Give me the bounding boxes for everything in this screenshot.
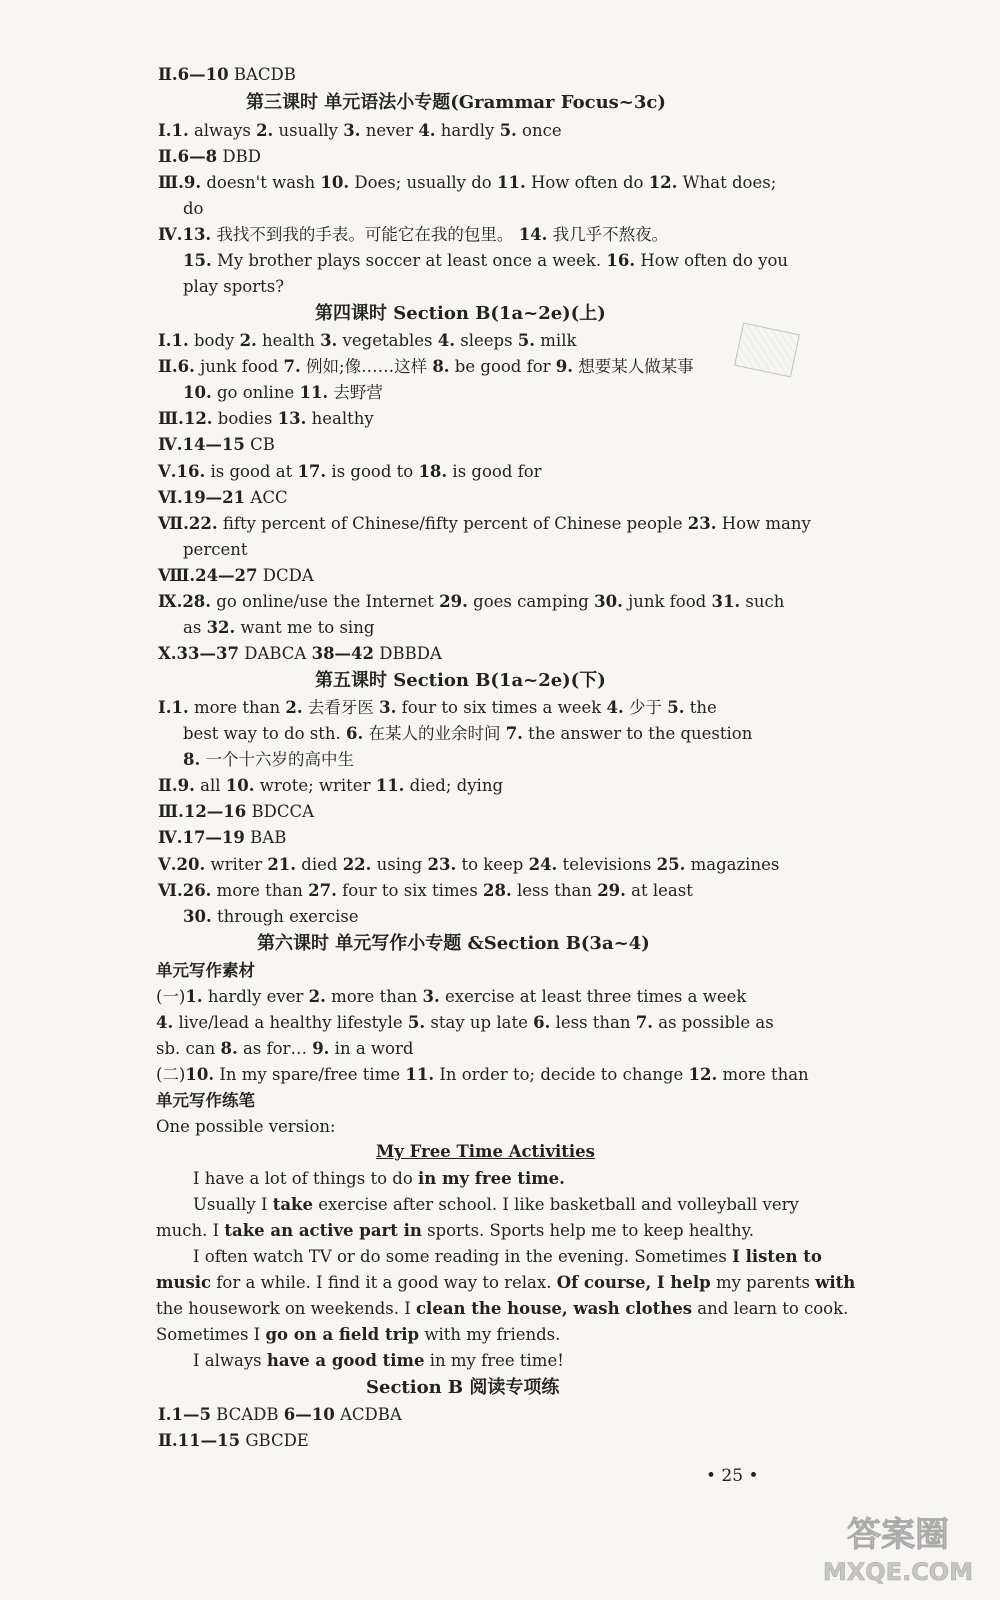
answer-line: [156, 1272, 855, 1294]
answer-number: 8.: [183, 750, 201, 769]
answer-number: Ⅹ.: [158, 644, 177, 663]
answer-number: 3.: [343, 121, 361, 140]
answer-number: 7.: [283, 357, 301, 376]
answer-text: always: [188, 121, 257, 140]
answer-text: magazines: [685, 855, 780, 874]
answer-text: health: [256, 331, 321, 350]
answer-line: [156, 1012, 774, 1034]
answer-text: best way to do sth.: [183, 724, 346, 743]
answer-text: in my free time!: [424, 1351, 564, 1370]
answer-number: 10.: [183, 383, 212, 402]
answer-text: be good for: [449, 357, 556, 376]
answer-number: 20.: [176, 855, 206, 874]
answer-number: I listen to: [732, 1247, 822, 1266]
answer-number: 16.: [176, 462, 206, 481]
answer-text: healthy: [306, 409, 374, 428]
answer-number: 11.: [405, 1065, 435, 1084]
answer-text: 少于: [623, 698, 668, 717]
answer-number: 15.: [183, 251, 212, 270]
answer-line: [158, 697, 717, 719]
answer-number: 12—16: [183, 802, 247, 821]
answer-number: Ⅴ.: [158, 462, 177, 481]
answer-number: 28.: [483, 881, 512, 900]
answer-number: 5.: [407, 1013, 426, 1032]
answer-text: I have a lot of things to do: [193, 1169, 418, 1188]
answer-line: [158, 146, 261, 168]
answer-number: 4.: [418, 121, 436, 140]
answer-number: 2.: [285, 698, 303, 717]
answer-line: [193, 1350, 564, 1372]
answer-line: [158, 565, 314, 587]
answer-text: hardly ever: [202, 987, 309, 1006]
answer-line: [183, 276, 284, 298]
answer-number: music: [156, 1273, 212, 1292]
answer-number: 13.: [277, 409, 307, 428]
answer-text: the answer to the question: [522, 724, 753, 743]
answer-text: more than: [717, 1065, 809, 1084]
answer-text: more than: [325, 987, 423, 1006]
answer-number: in my free time.: [418, 1169, 565, 1188]
answer-number: 16.: [606, 251, 636, 270]
answer-number: 23.: [687, 514, 717, 533]
answer-number: 29.: [597, 881, 626, 900]
answer-number: 1.: [185, 987, 203, 1006]
lesson-heading: 第六课时 单元写作小专题 &Section B(3a~4): [257, 933, 650, 954]
answer-number: 11.: [299, 383, 329, 402]
answer-text: once: [516, 121, 562, 140]
answer-text: In my spare/free time: [214, 1065, 406, 1084]
answer-line: [158, 1404, 402, 1426]
answer-text: 我找不到我的手表。可能它在我的包里。: [211, 225, 519, 244]
answer-number: 29.: [439, 592, 468, 611]
answer-text: 想要某人做某事: [573, 357, 694, 376]
answer-line: [183, 749, 354, 771]
answer-number: 8.: [432, 357, 450, 376]
answer-text: writer: [205, 855, 268, 874]
answer-text: BAB: [244, 828, 287, 847]
answer-text: go online/use the Internet: [211, 592, 440, 611]
answer-line: [158, 120, 562, 142]
page-number: • 25 •: [706, 1466, 759, 1486]
answer-text: and learn to cook.: [692, 1299, 849, 1318]
answer-number: 10.: [320, 173, 350, 192]
answer-text: with my friends.: [419, 1325, 561, 1344]
answer-number: 32.: [206, 618, 236, 637]
answer-text: 我几乎不熬夜。: [547, 225, 669, 244]
answer-line: [158, 224, 668, 246]
answer-number: Ⅴ.: [158, 855, 177, 874]
answer-number: Ⅳ.: [158, 435, 183, 454]
answer-line: [158, 434, 275, 456]
answer-number: 3.: [379, 698, 397, 717]
answer-number: Ⅰ.: [158, 331, 172, 350]
answer-text: is good for: [447, 462, 542, 481]
answer-text: vegetables: [337, 331, 438, 350]
answer-number: 6.: [177, 357, 195, 376]
answer-number: 12.: [648, 173, 678, 192]
answer-text: One possible version:: [156, 1117, 336, 1136]
answer-text: My brother plays soccer at least once a week.: [211, 251, 607, 270]
answer-line: [156, 986, 746, 1008]
answer-text: bodies: [212, 409, 278, 428]
answer-text: 在某人的业余时间: [363, 724, 506, 743]
answer-text: goes camping: [467, 592, 595, 611]
answer-text: 例如;像……这样: [300, 357, 433, 376]
answer-line: [193, 1194, 799, 1216]
answer-number: 6—8: [177, 147, 218, 166]
answer-number: 8.: [220, 1039, 238, 1058]
answer-text: milk: [535, 331, 577, 350]
answer-line: [158, 854, 779, 876]
answer-text: I always: [193, 1351, 267, 1370]
answer-number: 18.: [418, 462, 448, 481]
answer-line: [183, 906, 359, 928]
answer-number: 2.: [308, 987, 326, 1006]
answer-number: 9.: [177, 776, 195, 795]
answer-number: 4.: [156, 1013, 174, 1032]
answer-text: want me to sing: [235, 618, 375, 637]
answer-number: Ⅱ.: [158, 1431, 178, 1450]
answer-text: through exercise: [211, 907, 359, 926]
answer-line: [158, 356, 694, 378]
answer-number: 6.: [533, 1013, 551, 1032]
answer-number: 12.: [688, 1065, 718, 1084]
answer-text: Sometimes I: [156, 1325, 266, 1344]
answer-text: fifty percent of Chinese/fifty percent of Chinese people: [217, 514, 688, 533]
answer-number: 7.: [505, 724, 523, 743]
answer-text: 去野营: [328, 383, 383, 402]
answer-text: GBCDE: [240, 1431, 309, 1450]
answer-number: Ⅵ.: [158, 488, 183, 507]
answer-line: [158, 643, 442, 665]
answer-text: CB: [244, 435, 275, 454]
answer-text: died: [296, 855, 343, 874]
answer-text: using: [371, 855, 428, 874]
answer-line: [158, 775, 503, 797]
answer-number: 27.: [308, 881, 337, 900]
answer-line: [183, 617, 374, 639]
answer-text: exercise after school. I like basketball and volleyball very: [312, 1195, 799, 1214]
answer-number: Ⅱ.: [158, 147, 178, 166]
answer-number: 9.: [555, 357, 574, 376]
answer-number: Ⅸ.: [158, 592, 183, 611]
answer-text: DABCA: [238, 644, 312, 663]
answer-number: 25.: [656, 855, 686, 874]
answer-text: at least: [625, 881, 693, 900]
answer-line: [158, 880, 693, 902]
watermark-logo: [808, 1510, 988, 1590]
lesson-heading: 第三课时 单元语法小专题(Grammar Focus~3c): [246, 92, 666, 113]
answer-number: 1—5: [171, 1405, 211, 1424]
answer-number: 10.: [225, 776, 255, 795]
answer-number: 6.: [345, 724, 364, 743]
answer-line: [183, 723, 752, 745]
answer-text: How often do: [525, 173, 649, 192]
answer-number: 21.: [267, 855, 297, 874]
answer-text: as: [183, 618, 207, 637]
answer-number: 13.: [182, 225, 212, 244]
answer-line: [158, 408, 374, 430]
lesson-heading: Section B 阅读专项练: [366, 1377, 560, 1398]
answer-number: 4.: [437, 331, 455, 350]
section-subheading: 单元写作素材: [156, 961, 255, 980]
answer-text: BDCCA: [246, 802, 315, 821]
answer-text: junk food: [622, 592, 712, 611]
answer-text: as for…: [237, 1039, 313, 1058]
answer-line: [158, 591, 784, 613]
answer-text: all: [194, 776, 226, 795]
answer-text: junk food: [194, 357, 284, 376]
answer-line: [183, 539, 247, 561]
watermark-cn-text: 答案圈: [847, 1515, 949, 1555]
answer-number: Ⅵ.: [158, 881, 183, 900]
answer-line: [158, 487, 288, 509]
answer-text: the: [684, 698, 717, 717]
answer-number: Ⅲ.: [158, 409, 184, 428]
answer-number: 1.: [171, 698, 189, 717]
section-subheading: 单元写作练笔: [156, 1091, 255, 1110]
answer-number: Ⅱ.: [158, 65, 178, 84]
answer-number: 26.: [182, 881, 212, 900]
answer-line: [158, 330, 576, 352]
answer-text: in a word: [329, 1039, 414, 1058]
answer-number: go on a field trip: [265, 1325, 420, 1344]
answer-text: Usually I: [193, 1195, 273, 1214]
answer-number: 14—15: [182, 435, 245, 454]
answer-text: doesn't wash: [201, 173, 321, 192]
answer-number: Ⅲ.: [158, 173, 184, 192]
answer-line: [193, 1168, 565, 1190]
answer-text: Does; usually do: [349, 173, 497, 192]
answer-text: ACC: [245, 488, 288, 507]
answer-number: 33—37: [176, 644, 239, 663]
answer-text: ACDBA: [334, 1405, 402, 1424]
answer-text: sb. can: [156, 1039, 221, 1058]
answer-number: 12.: [183, 409, 213, 428]
answer-number: 7.: [635, 1013, 653, 1032]
answer-text: DCDA: [257, 566, 314, 585]
answer-number: 2.: [256, 121, 274, 140]
essay-title: My Free Time Activities: [376, 1142, 595, 1161]
lesson-heading: 第四课时 Section B(1a~2e)(上): [315, 303, 606, 324]
answer-number: Of course, I help: [556, 1273, 711, 1292]
answer-text: four to six times: [336, 881, 484, 900]
answer-text: usually: [273, 121, 344, 140]
answer-number: 19—21: [182, 488, 246, 507]
answer-text: as possible as: [653, 1013, 774, 1032]
answer-text: more than: [188, 698, 286, 717]
answer-line: [156, 1064, 809, 1086]
answer-number: 11.: [375, 776, 405, 795]
answer-text: more than: [211, 881, 309, 900]
answer-text: is good to: [326, 462, 419, 481]
answer-text: live/lead a healthy lifestyle: [173, 1013, 408, 1032]
answer-number: have a good time: [266, 1351, 425, 1370]
answer-text: less than: [511, 881, 598, 900]
answer-number: 38—42: [311, 644, 375, 663]
answer-line: [183, 250, 788, 272]
answer-text: is good at: [205, 462, 298, 481]
answer-number: take an active part in: [224, 1221, 422, 1240]
answer-text: 去看牙医: [302, 698, 380, 717]
answer-text: play sports?: [183, 277, 285, 296]
answer-number: Ⅳ.: [158, 225, 183, 244]
answer-number: Ⅷ.: [158, 566, 196, 585]
answer-number: take: [272, 1195, 313, 1214]
answer-number: 10.: [185, 1065, 215, 1084]
answer-number: 3.: [320, 331, 338, 350]
answer-number: 5.: [667, 698, 685, 717]
answer-number: Ⅶ.: [158, 514, 189, 533]
answer-text: go online: [211, 383, 300, 402]
answer-line: [158, 64, 296, 86]
answer-number: 1.: [171, 121, 189, 140]
answer-text: 一个十六岁的高中生: [200, 750, 354, 769]
answer-text: DBBDA: [374, 644, 442, 663]
answer-number: 14.: [518, 225, 548, 244]
answer-text: less than: [550, 1013, 636, 1032]
answer-text: my parents: [710, 1273, 816, 1292]
answer-number: 11—15: [177, 1431, 241, 1450]
watermark-en-text: MXQE.COM: [822, 1558, 974, 1586]
answer-line: [183, 198, 204, 220]
answer-number: 17.: [297, 462, 327, 481]
answer-line: [156, 1038, 413, 1060]
answer-number: clean the house, wash clothes: [416, 1299, 693, 1318]
answer-number: Ⅱ.: [158, 357, 178, 376]
answer-number: 24.: [528, 855, 558, 874]
answer-text: never: [360, 121, 419, 140]
answer-text: died; dying: [404, 776, 504, 795]
answer-text: How many: [716, 514, 811, 533]
answer-text: four to six times a week: [396, 698, 607, 717]
answer-number: 6—10: [177, 65, 229, 84]
answer-text: hardly: [435, 121, 500, 140]
answer-text: stay up late: [425, 1013, 534, 1032]
answer-number: Ⅳ.: [158, 828, 183, 847]
answer-text: (一): [156, 987, 186, 1006]
answer-line: [158, 461, 542, 483]
answer-number: 3.: [422, 987, 440, 1006]
answer-text: body: [188, 331, 240, 350]
answer-text: much. I: [156, 1221, 225, 1240]
answer-number: Ⅱ.: [158, 776, 178, 795]
answer-text: (二): [156, 1065, 186, 1084]
answer-text: DBD: [217, 147, 261, 166]
answer-line: [156, 1324, 560, 1346]
answer-number: 30.: [594, 592, 623, 611]
answer-number: 28.: [182, 592, 212, 611]
answer-text: exercise at least three times a week: [439, 987, 747, 1006]
answer-number: 6—10: [283, 1405, 335, 1424]
answer-number: 5.: [499, 121, 517, 140]
answer-number: 9.: [312, 1039, 330, 1058]
answer-text: I often watch TV or do some reading in the evening. Sometimes: [193, 1247, 733, 1266]
answer-line: [193, 1246, 822, 1268]
answer-number: 30.: [183, 907, 212, 926]
answer-number: with: [815, 1273, 856, 1292]
answer-text: sports. Sports help me to keep healthy.: [421, 1221, 754, 1240]
answer-number: 5.: [517, 331, 536, 350]
answer-text: sleeps: [455, 331, 518, 350]
answer-line: [158, 513, 811, 535]
answer-text: for a while. I find it a good way to relax.: [211, 1273, 557, 1292]
answer-number: 31.: [711, 592, 741, 611]
answer-text: percent: [183, 540, 248, 559]
answer-text: televisions: [557, 855, 657, 874]
answer-text: What does;: [677, 173, 777, 192]
answer-line: [158, 1430, 309, 1452]
answer-line: [183, 382, 383, 404]
answer-line: [158, 172, 776, 194]
lesson-heading: 第五课时 Section B(1a~2e)(下): [315, 670, 606, 691]
answer-number: 22.: [188, 514, 218, 533]
answer-number: 4.: [606, 698, 624, 717]
answer-number: 1.: [171, 331, 189, 350]
answer-number: 11.: [496, 173, 526, 192]
answer-number: Ⅰ.: [158, 121, 172, 140]
answer-line: [156, 1298, 848, 1320]
answer-text: BCADB: [210, 1405, 284, 1424]
answer-line: [158, 801, 314, 823]
answer-text: to keep: [456, 855, 529, 874]
answer-number: 24—27: [195, 566, 258, 585]
answer-line: [156, 1220, 754, 1242]
answer-line: [158, 827, 286, 849]
answer-line: [156, 1116, 336, 1138]
answer-number: Ⅲ.: [158, 802, 184, 821]
answer-text: do: [183, 199, 204, 218]
answer-number: 9.: [183, 173, 202, 192]
answer-number: 22.: [342, 855, 372, 874]
answer-text: such: [740, 592, 785, 611]
answer-text: BACDB: [228, 65, 296, 84]
answer-text: wrote; writer: [254, 776, 376, 795]
answer-number: Ⅰ.: [158, 1405, 172, 1424]
answer-number: 2.: [239, 331, 257, 350]
answer-text: How often do you: [635, 251, 789, 270]
answer-text: In order to; decide to change: [434, 1065, 689, 1084]
answer-number: 17—19: [182, 828, 245, 847]
answer-text: the housework on weekends. I: [156, 1299, 417, 1318]
answer-number: Ⅰ.: [158, 698, 172, 717]
answer-number: 23.: [427, 855, 457, 874]
